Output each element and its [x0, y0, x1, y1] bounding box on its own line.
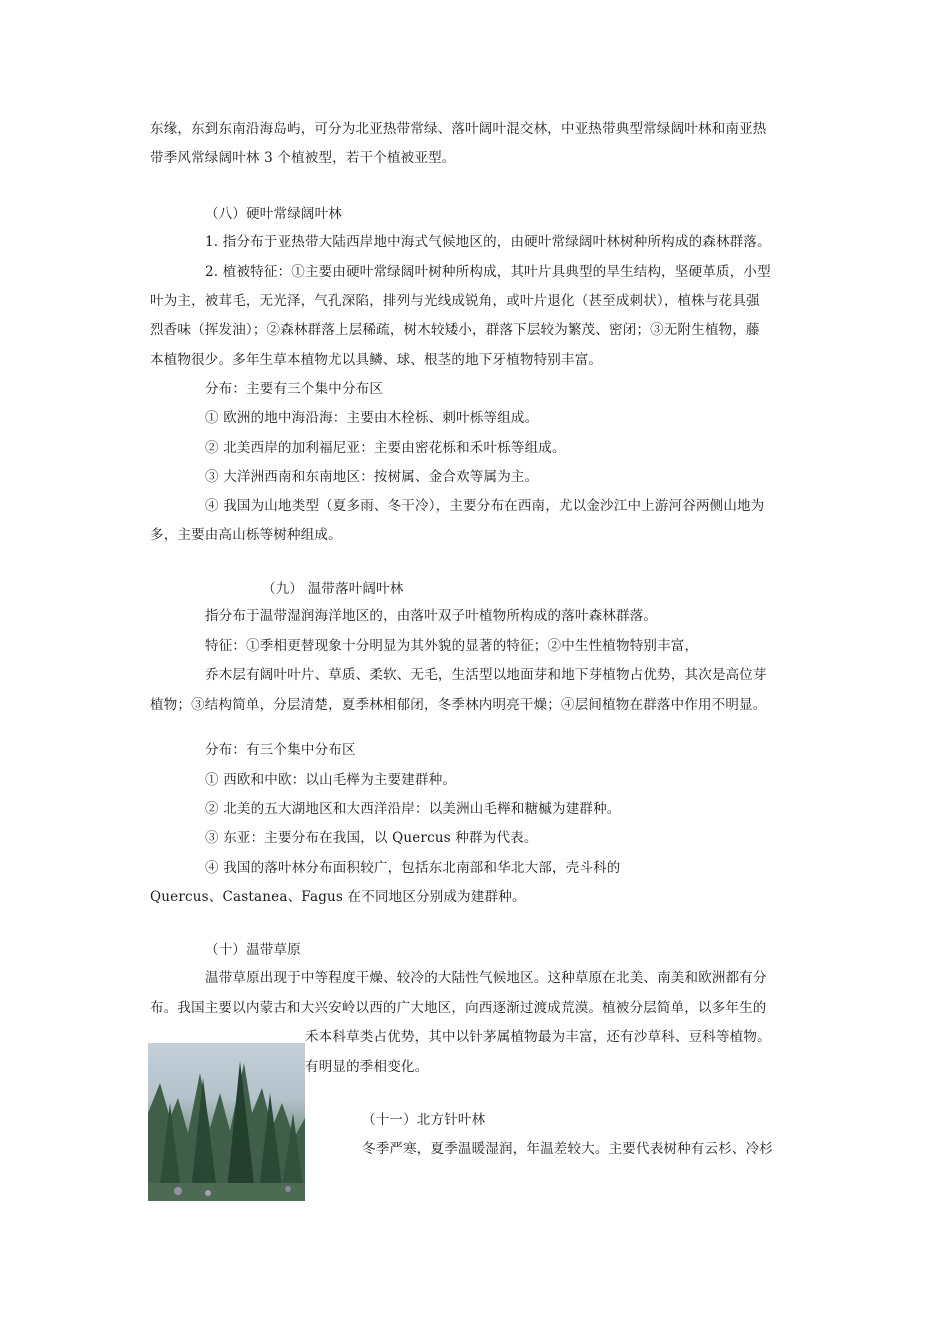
list-item: ④ 我国为山地类型（夏多雨、冬干冷），主要分布在西南，尤以金沙江中上游河谷两侧山地为	[205, 498, 765, 514]
list-item: ① 西欧和中欧：以山毛榉为主要建群种。	[205, 772, 457, 788]
paragraph-line: 特征：①季相更替现象十分明显为其外貌的显著的特征；②中生性植物特别丰富，	[205, 638, 699, 654]
paragraph-line: 烈香味（挥发油）；②森林群落上层稀疏，树木较矮小，群落下层较为繁茂、密闭；③无附生植物，藤	[150, 322, 760, 338]
paragraph-line: 分布：有三个集中分布区	[205, 742, 356, 758]
list-item: ③ 大洋洲西南和东南地区：按树属、金合欢等属为主。	[205, 469, 539, 485]
paragraph-line: Quercus、Castanea、Fagus 在不同地区分别成为建群种。	[150, 889, 526, 905]
paragraph-line: 禾本科草类占优势，其中以针茅属植物最为丰富，还有沙草科、豆科等植物。	[305, 1029, 771, 1045]
list-item: ① 欧洲的地中海沿海：主要由木栓栎、刺叶栎等组成。	[205, 410, 539, 426]
paragraph-line: 带季风常绿阔叶林 3 个植被型，若干个植被亚型。	[150, 150, 456, 166]
section-heading: （九） 温带落叶阔叶林	[262, 581, 404, 597]
paragraph-line: 2. 植被特征：①主要由硬叶常绿阔叶树种所构成，其叶片具典型的旱生结构，坚硬革质，小型	[205, 264, 771, 280]
section-heading: （八）硬叶常绿阔叶林	[205, 206, 342, 222]
paragraph-line: 本植物很少。多年生草本植物尤以具鳞、球、根茎的地下牙植物特别丰富。	[150, 352, 603, 368]
paragraph-line: 温带草原出现于中等程度干燥、较冷的大陆性气候地区。这种草原在北美、南美和欧洲都有分	[205, 970, 767, 986]
paragraph-line: 布。我国主要以内蒙古和大兴安岭以西的广大地区，向西逐渐过渡成荒漠。植被分层简单，以多年生的	[150, 1000, 767, 1016]
paragraph-line: 冬季严寒，夏季温暖湿润，年温差较大。主要代表树种有云杉、冷杉	[362, 1141, 773, 1157]
paragraph-line: 有明显的季相变化。	[305, 1059, 429, 1075]
paragraph-line: 指分布于温带湿润海洋地区的，由落叶双子叶植物所构成的落叶森林群落。	[205, 608, 658, 624]
paragraph-line: 叶为主，被茸毛，无光泽，气孔深陷，排列与光线成锐角，或叶片退化（甚至成刺状），植株与花具强	[150, 293, 760, 309]
paragraph-line: 乔木层有阔叶叶片、草质、柔软、无毛，生活型以地面芽和地下芽植物占优势，其次是高位芽	[205, 667, 767, 683]
section-heading: （十一）北方针叶林	[362, 1112, 486, 1128]
list-item: ④ 我国的落叶林分布面积较广，包括东北南部和华北大部，壳斗科的	[205, 860, 621, 876]
paragraph-line: 东缘，东到东南沿海岛屿，可分为北亚热带常绿、落叶阔叶混交林，中亚热带典型常绿阔叶林和南亚热	[150, 121, 767, 137]
conifer-trees-illustration	[148, 1043, 305, 1201]
paragraph-line: 分布：主要有三个集中分布区	[205, 381, 384, 397]
section-heading: （十）温带草原	[205, 942, 301, 958]
list-item: ② 北美西岸的加利福尼亚：主要由密花栎和禾叶栎等组成。	[205, 440, 566, 456]
list-item: ③ 东亚：主要分布在我国，以 Quercus 种群为代表。	[205, 830, 538, 846]
paragraph-line: 多，主要由高山栎等树种组成。	[150, 527, 342, 543]
list-item: ② 北美的五大湖地区和大西洋沿岸：以美洲山毛榉和糖槭为建群种。	[205, 801, 621, 817]
paragraph-line: 1. 指分布于亚热带大陆西岸地中海式气候地区的，由硬叶常绿阔叶林树种所构成的森林群落。	[205, 234, 771, 250]
paragraph-line: 植物；③结构简单，分层清楚，夏季林相郁闭，冬季林内明亮干燥；④层间植物在群落中作用不明显。	[150, 697, 767, 713]
coniferous-forest-photo	[148, 1043, 305, 1201]
